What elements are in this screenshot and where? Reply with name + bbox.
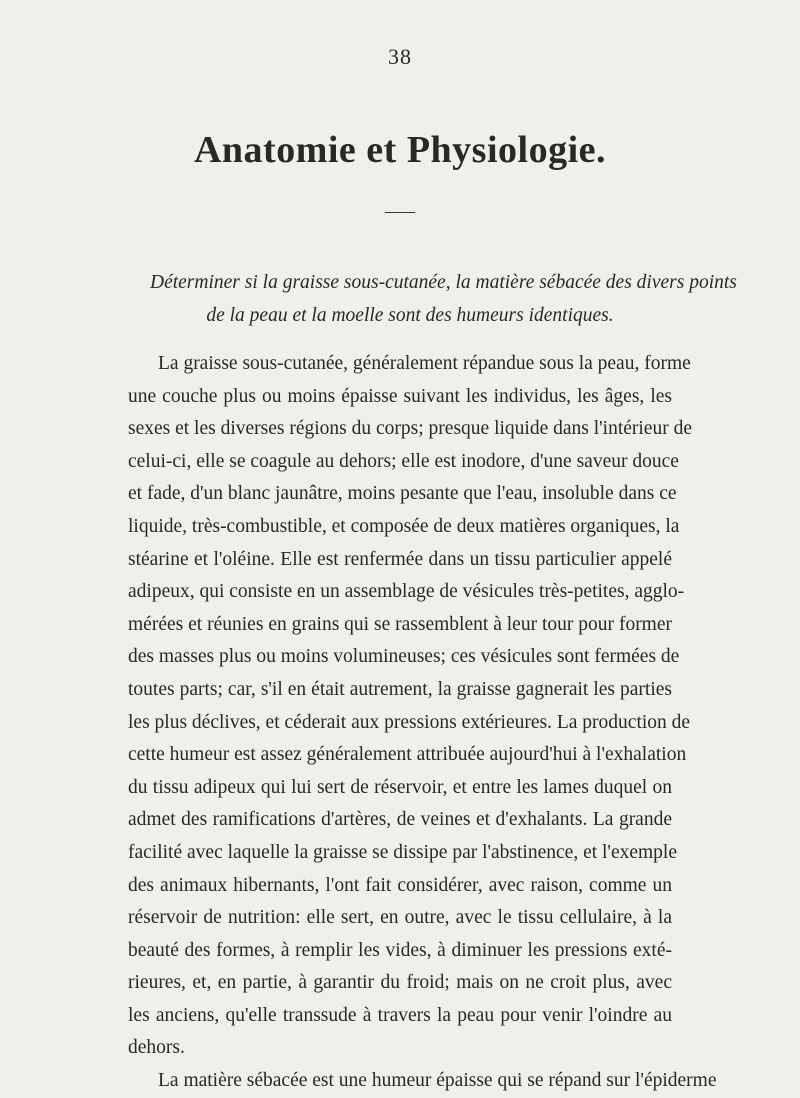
text-line: La matière sébacée est une humeur épaisse qui se répand sur l'épiderme [158, 1070, 717, 1092]
text-line: admet des ramifications d'artères, de veines et d'exhalants. La grande [128, 809, 672, 831]
text-line: rieures, et, en partie, à garantir du froid; mais on ne croit plus, avec [128, 972, 672, 994]
text-line: des masses plus ou moins volumineuses; ces vésicules sont fermées de [128, 646, 680, 668]
text-line: réservoir de nutrition: elle sert, en outre, avec le tissu cellulaire, à la [128, 907, 672, 929]
text-line: cette humeur est assez généralement attribuée aujourd'hui à l'exhalation [128, 744, 687, 766]
text-line: celui-ci, elle se coagule au dehors; elle est inodore, d'une saveur douce [128, 450, 679, 472]
text-line: les plus déclives, et céderait aux pressions extérieures. La production de [128, 711, 691, 733]
text-line: stéarine et l'oléine. Elle est renfermée dans un tissu particulier appelé [128, 548, 672, 570]
text-line: et fade, d'un blanc jaunâtre, moins pesante que l'eau, insoluble dans ce [128, 483, 677, 505]
text-line: liquide, très-combustible, et composée de deux matières organiques, la [128, 515, 680, 537]
question-heading [150, 266, 737, 332]
question-line: Déterminer si la graisse sous-cutanée, la matière sébacée des divers points [150, 272, 737, 293]
title-rule [385, 212, 415, 213]
text-line: beauté des formes, à remplir les vides, à diminuer les pressions exté- [128, 939, 672, 961]
text-line: facilité avec laquelle la graisse se dissipe par l'abstinence, et l'exemple [128, 841, 677, 863]
question-line: de la peau et la moelle sont des humeurs identiques. [206, 305, 614, 326]
text-line: adipeux, qui consiste en un assemblage de vésicules très-petites, agglo- [128, 581, 685, 603]
body-text [128, 348, 717, 1098]
page-number: 38 [388, 44, 412, 69]
text-line: du tissu adipeux qui lui sert de réservoir, et entre les lames duquel on [128, 776, 672, 798]
text-line: La graisse sous-cutanée, généralement répandue sous la peau, forme [158, 353, 691, 374]
section-title: Anatomie et Physiologie. [193, 129, 606, 171]
text-line: mérées et réunies en grains qui se rassemblent à leur tour pour former [128, 613, 672, 635]
text-line: une couche plus ou moins épaisse suivant les individus, les âges, les [128, 385, 672, 407]
text-line: toutes parts; car, s'il en était autrement, la graisse gagnerait les parties [128, 678, 672, 700]
text-line: dehors. [128, 1037, 185, 1059]
text-line: des animaux hibernants, l'ont fait considérer, avec raison, comme un [128, 874, 672, 896]
text-line: sexes et les diverses régions du corps; presque liquide dans l'intérieur de [128, 418, 692, 440]
text-line: les anciens, qu'elle transsude à travers la peau pour venir l'oindre au [128, 1004, 672, 1026]
